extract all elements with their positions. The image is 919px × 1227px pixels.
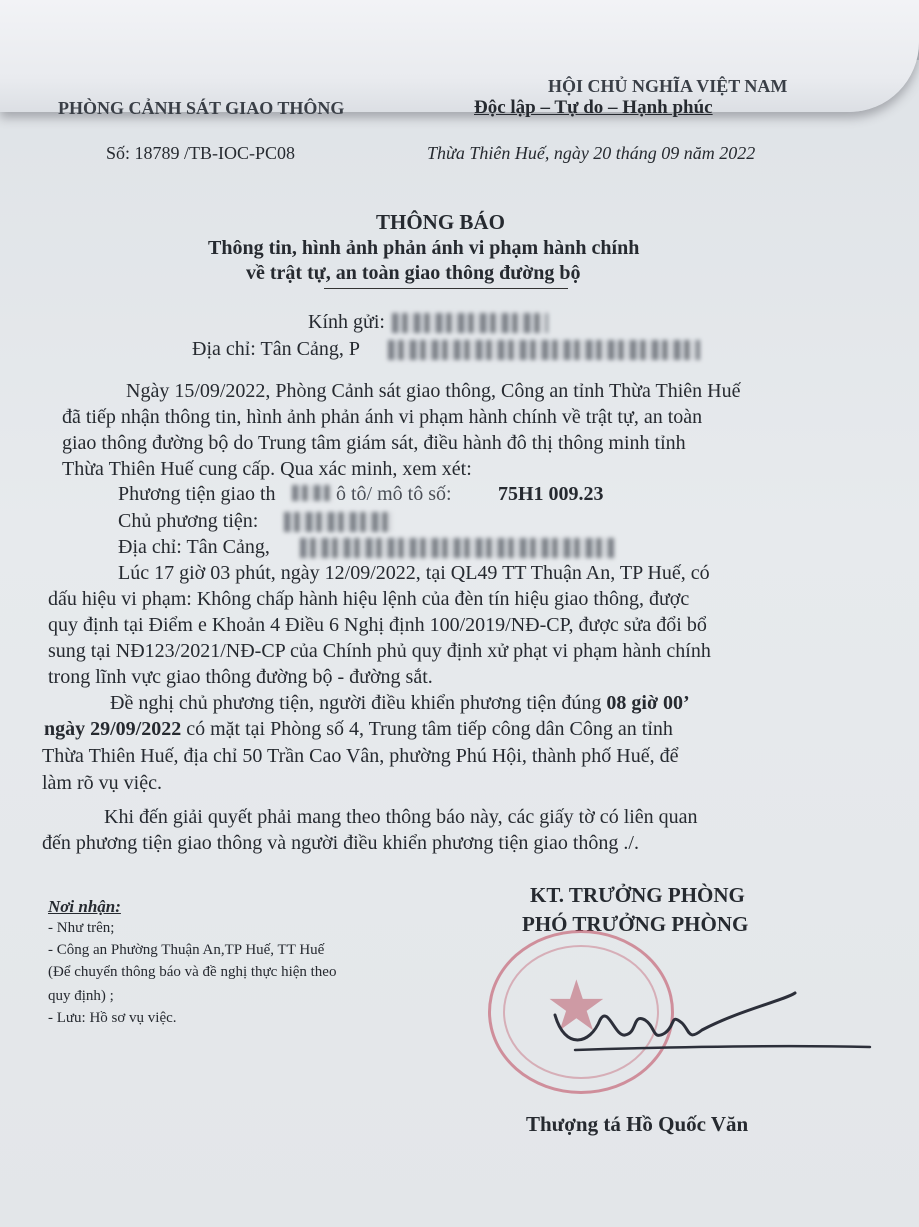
vehicle-label: Phương tiện giao th — [118, 483, 276, 505]
redacted-owner-address — [300, 538, 614, 558]
recipients-item-2: - Công an Phường Thuận An,TP Huế, TT Huế — [48, 942, 325, 958]
title-underline — [324, 288, 568, 289]
header-country-partial: HỘI CHỦ NGHĨA VIỆT NAM — [548, 76, 788, 96]
recipients-item-3: (Để chuyển thông báo và đề nghị thực hiện theo — [48, 964, 337, 980]
para3-line4: làm rõ vụ việc. — [42, 772, 162, 794]
document-subtitle-2: về trật tự, an toàn giao thông đường bộ — [246, 262, 581, 284]
signer-name: Thượng tá Hồ Quốc Văn — [526, 1112, 749, 1136]
vehicle-plate-label: ô tô/ mô tô số: — [336, 483, 452, 505]
para3-line1 — [110, 692, 690, 715]
para1-line2: đã tiếp nhận thông tin, hình ảnh phản ánh vi phạm hành chính về trật tự, an toàn — [62, 406, 703, 428]
recipient-address-label: Địa chỉ: Tân Cảng, P — [192, 338, 360, 360]
owner-label: Chủ phương tiện: — [118, 510, 259, 532]
para2-line2: dấu hiệu vi phạm: Không chấp hành hiệu lệnh của đèn tín hiệu giao thông, được — [48, 588, 690, 610]
place-date: Thừa Thiên Huế, ngày 20 tháng 09 năm 2022 — [427, 143, 756, 163]
document-number: Số: 18789 /TB-IOC-PC08 — [106, 143, 296, 163]
para4-line1: Khi đến giải quyết phải mang theo thông báo này, các giấy tờ có liên quan — [104, 806, 698, 828]
header-motto: Độc lập – Tự do – Hạnh phúc — [474, 97, 713, 118]
para1-line4: Thừa Thiên Huế cung cấp. Qua xác minh, xem xét: — [62, 458, 472, 480]
appointment-time: 08 giờ 00’ — [606, 692, 690, 714]
redacted-recipient-address — [388, 340, 700, 360]
redacted-owner-name — [284, 512, 392, 532]
owner-address-label: Địa chỉ: Tân Cảng, — [118, 536, 270, 558]
para2-line1: Lúc 17 giờ 03 phút, ngày 12/09/2022, tại QL49 TT Thuận An, TP Huế, có — [118, 562, 710, 584]
redacted-recipient-name — [392, 313, 548, 333]
para3-line3: Thừa Thiên Huế, địa chỉ 50 Trần Cao Vân, phường Phú Hội, thành phố Huế, để — [42, 745, 679, 767]
vehicle-plate: 75H1 009.23 — [498, 483, 604, 505]
para1-line3: giao thông đường bộ do Trung tâm giám sát, điều hành đô thị thông minh tỉnh — [62, 432, 686, 454]
document-title: THÔNG BÁO — [376, 210, 505, 234]
signature-title-2: PHÓ TRƯỞNG PHÒNG — [522, 912, 749, 936]
handwritten-signature — [520, 975, 880, 1065]
recipient-label: Kính gửi: — [308, 311, 385, 333]
seal-star-icon: ★ — [545, 969, 608, 1046]
para3-line2-text: có mặt tại Phòng số 4, Trung tâm tiếp công dân Công an tỉnh — [186, 718, 673, 740]
para4-line2: đến phương tiện giao thông và người điều khiển phương tiện giao thông ./. — [42, 832, 639, 854]
redacted-vehicle-type — [292, 485, 332, 501]
para2-line5: trong lĩnh vực giao thông đường bộ - đường sắt. — [48, 666, 433, 688]
para3-line1-text: Đề nghị chủ phương tiện, người điều khiển phương tiện đúng — [110, 692, 602, 714]
para1-line1: Ngày 15/09/2022, Phòng Cảnh sát giao thông, Công an tỉnh Thừa Thiên Huế — [126, 380, 741, 402]
header-agency: PHÒNG CẢNH SÁT GIAO THÔNG — [58, 98, 345, 118]
para2-line4: sung tại NĐ123/2021/NĐ-CP của Chính phủ quy định xử phạt vi phạm hành chính — [48, 640, 711, 662]
recipients-item-1: - Như trên; — [48, 920, 115, 936]
signature-title-1: KT. TRƯỞNG PHÒNG — [530, 883, 745, 907]
recipients-heading: Nơi nhận: — [48, 897, 121, 916]
appointment-date: ngày 29/09/2022 — [44, 718, 182, 740]
document-subtitle-1: Thông tin, hình ảnh phản ánh vi phạm hành chính — [208, 237, 640, 259]
recipients-item-5: - Lưu: Hồ sơ vụ việc. — [48, 1010, 177, 1026]
para3-line2 — [44, 718, 673, 741]
para2-line3: quy định tại Điểm e Khoản 4 Điều 6 Nghị định 100/2019/NĐ-CP, được sửa đổi bổ — [48, 614, 707, 636]
recipients-item-4: quy định) ; — [48, 988, 114, 1004]
